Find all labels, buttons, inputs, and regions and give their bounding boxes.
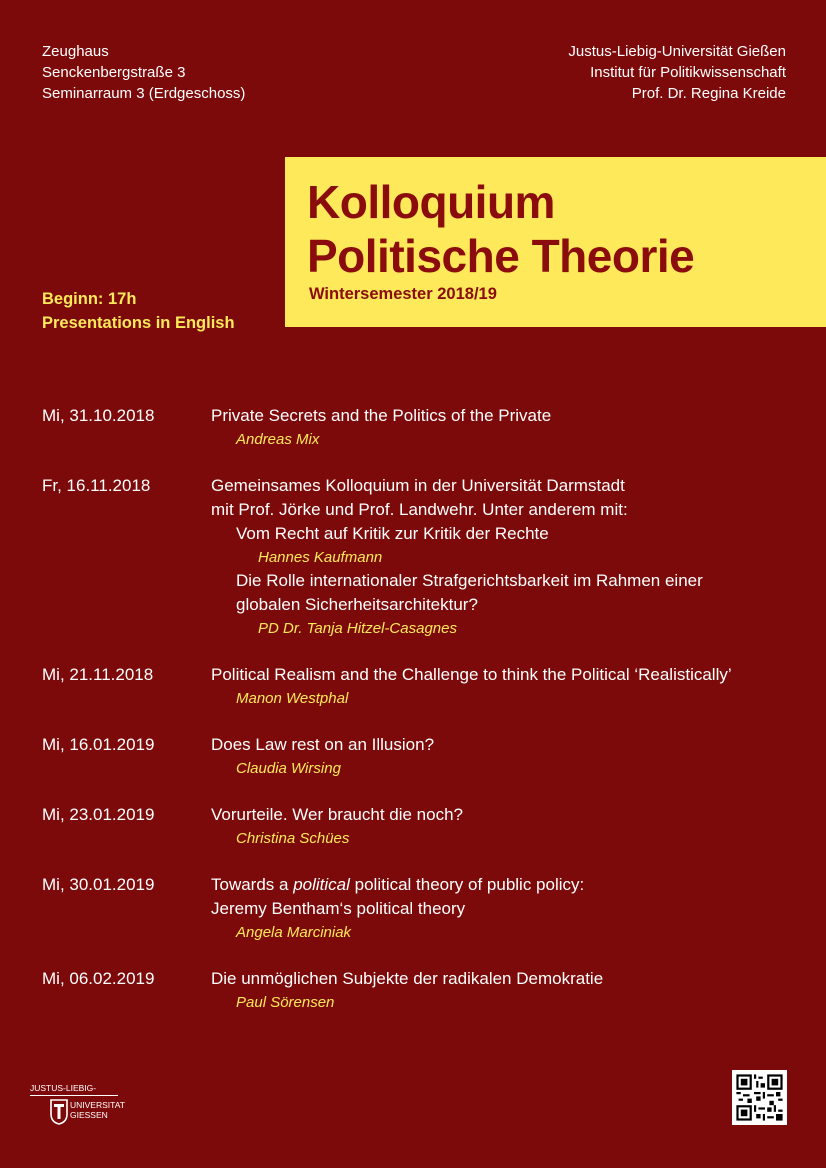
event-date: Mi, 16.01.2019 [42,735,155,754]
event-title: Vorurteile. Wer braucht die noch? [211,805,463,824]
event-list [42,404,802,1037]
event-title: Does Law rest on an Illusion? [211,735,435,754]
event-speaker: Claudia Wirsing [236,760,341,777]
title-emphasis: political [293,875,350,894]
event-title: Gemeinsames Kolloquium in der Universität Darmstadt [211,476,625,495]
venue-address [42,41,245,104]
venue-line-1: Zeughaus [42,43,109,60]
event-title: Private Secrets and the Politics of the Private [211,406,552,425]
shield-icon [50,1099,68,1125]
title-box [285,157,826,327]
event-item [42,663,802,710]
event-title: Die unmöglichen Subjekte der radikalen Demokratie [211,969,604,988]
event-title: Jeremy Bentham‘s political theory [211,899,466,918]
institution-line-3: Prof. Dr. Regina Kreide [631,85,786,102]
qr-code [732,1070,787,1125]
institution-line-2: Institut für Politikwissenschaft [590,64,786,81]
event-date: Mi, 21.11.2018 [42,665,154,684]
event-title [211,873,802,897]
event-date: Mi, 31.10.2018 [42,406,155,425]
event-speaker: Manon Westphal [236,690,349,707]
logo-line-2: UNIVERSITAT [70,1100,125,1110]
event-speaker: Hannes Kaufmann [258,549,383,566]
talk-title: Vom Recht auf Kritik zur Kritik der Rechte [236,524,549,543]
event-speaker: Andreas Mix [236,431,320,448]
info-block [42,287,235,335]
event-speaker: PD Dr. Tanja Hitzel-Casagnes [258,620,457,637]
event-item [42,873,802,944]
event-date: Fr, 16.11.2018 [42,476,151,495]
event-item [42,404,802,451]
event-title: mit Prof. Jörke und Prof. Landwehr. Unter anderem mit: [211,500,628,519]
semester-label: Wintersemester 2018/19 [309,285,497,303]
institution-line-1: Justus-Liebig-Universität Gießen [568,43,786,60]
event-date: Mi, 06.02.2019 [42,969,155,988]
event-speaker: Paul Sörensen [236,994,335,1011]
logo-line-1: JUSTUS-LIEBIG- [30,1083,97,1093]
university-logo [30,1083,150,1133]
title-suffix: political theory of public policy: [349,875,585,894]
logo-line-3: GIESSEN [70,1110,108,1120]
qr-code-icon [732,1070,787,1125]
language-note: Presentations in English [42,314,235,332]
event-date: Mi, 23.01.2019 [42,805,155,824]
event-speaker: Christina Schües [236,830,350,847]
event-speaker: Angela Marciniak [236,924,352,941]
title-line-2: Politische Theorie [307,230,695,282]
venue-line-2: Senckenbergstraße 3 [42,64,186,81]
venue-line-3: Seminarraum 3 (Erdgeschoss) [42,85,246,102]
event-title: Political Realism and the Challenge to think the Political ‘Realistically’ [211,665,732,684]
event-item [42,803,802,850]
event-item [42,733,802,780]
event-date: Mi, 30.01.2019 [42,875,155,894]
begin-time: Beginn: 17h [42,290,137,308]
talk-title: globalen Sicherheitsarchitektur? [236,595,478,614]
event-item [42,474,802,640]
talk-title: Die Rolle internationaler Strafgerichtsbarkeit im Rahmen einer [236,571,703,590]
institution-block [568,41,786,104]
title-prefix: Towards a [211,875,294,894]
event-item [42,967,802,1014]
title-line-1: Kolloquium [307,176,555,228]
